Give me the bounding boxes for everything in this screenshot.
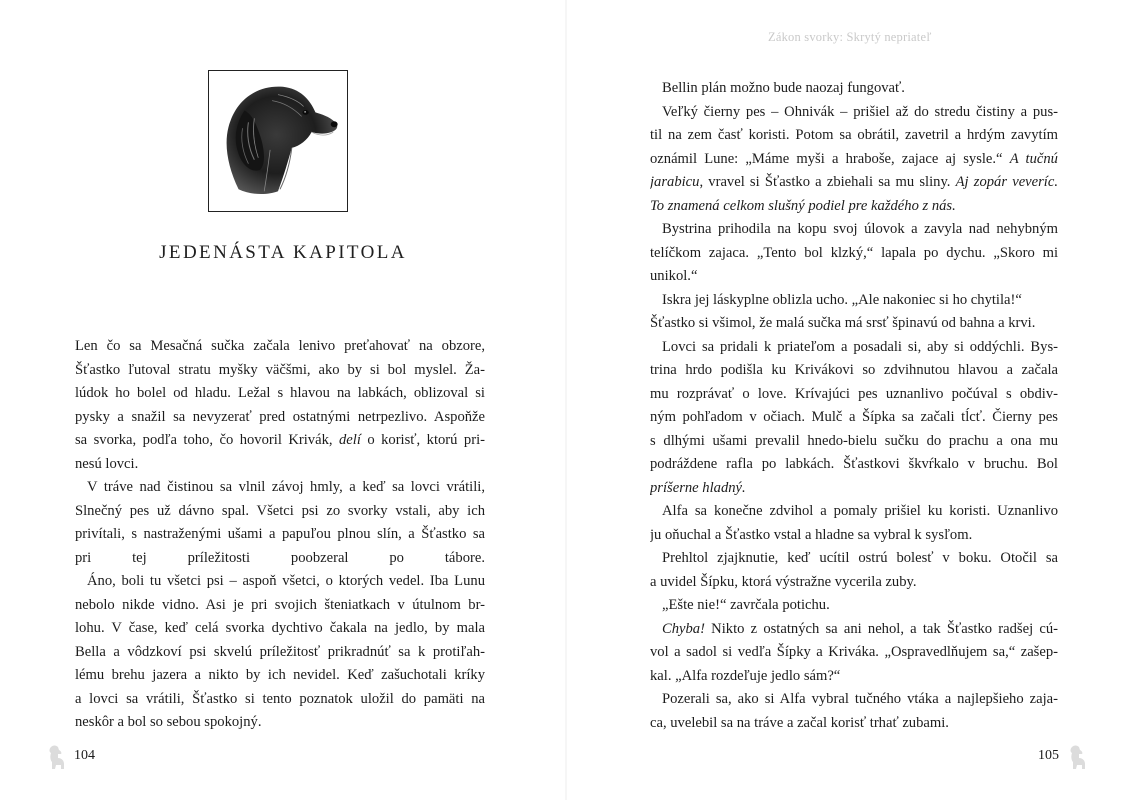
text-line	[75, 476, 485, 500]
text-line	[75, 359, 485, 383]
text-run: ca, uvelebil sa na tráve a začal korisť trhať zubami.	[650, 714, 949, 731]
text-line	[650, 547, 1058, 571]
page-number-left: 104	[74, 748, 95, 763]
text-line	[650, 359, 1058, 383]
text-run: Bella a vôdzkoví psi skvelú príležitosť prikradnúť sa k protiľah-	[75, 643, 485, 660]
italic-text: Aj zopár veveríc.	[955, 174, 1058, 190]
text-line	[75, 617, 485, 641]
text-line	[75, 523, 485, 547]
text-line	[650, 124, 1058, 148]
text-line	[650, 594, 1058, 618]
text-line	[650, 265, 1058, 289]
italic-text: Chyba!	[662, 620, 705, 637]
text-line	[75, 688, 485, 712]
text-line	[75, 500, 485, 524]
text-line	[650, 688, 1058, 712]
dog-silhouette-icon	[45, 744, 67, 770]
text-line	[650, 641, 1058, 665]
text-run: lohu. V čase, keď celá svorka dychtivo čakala na jedlo, by mala	[75, 620, 485, 636]
text-run: , vravel si Šťastko a zbiehali sa mu sliny.	[699, 174, 956, 190]
text-run: Lovci sa pridali k priateľom a posadali si, aby si oddýchli. Bys-	[662, 338, 1058, 355]
text-line	[75, 429, 485, 453]
text-run: ju oňuchal a Šťastko vstal a hladne sa vybral k sysľom.	[650, 526, 973, 543]
text-run: nebolo nikde vidno. Asi je pri svojich šteniatkach v útulnom br-	[75, 596, 485, 613]
text-line	[650, 336, 1058, 360]
text-run: Nikto z ostatných sa ani nehol, a tak Šťastko radšej cú-	[704, 620, 1058, 637]
text-line	[650, 524, 1058, 548]
text-run: telíčkom zajaca. „Tento bol klzký,“ lapala po dychu. „Skoro mi	[650, 244, 1058, 261]
text-line	[650, 406, 1058, 430]
text-run: Len čo sa Mesačná sučka začala lenivo preťahovať na obzore,	[75, 338, 485, 354]
text-line	[75, 664, 485, 688]
text-run: til na zem časť koristi. Potom sa obrátil, zavetril a hrdým zavytím	[650, 127, 1058, 143]
text-run: o korisť, ktorú pri-	[360, 432, 485, 448]
italic-text: To znamená celkom slušný podiel pre každého z nás.	[650, 197, 956, 214]
italic-text: jarabicu	[650, 174, 700, 190]
text-run: mu rozprávať o love. Krívajúci pes uznanlivo počúval s obdiv-	[650, 385, 1058, 402]
text-line	[650, 618, 1058, 642]
text-run: sa svorka, podľa toho, čo hovoril Krivák,	[75, 432, 339, 448]
text-line	[650, 571, 1058, 595]
text-line	[650, 500, 1058, 524]
text-run: nesú lovci.	[75, 455, 139, 472]
text-line	[650, 453, 1058, 477]
italic-text: delí	[338, 432, 361, 448]
text-run: „Ešte nie!“ zavrčala potichu.	[662, 597, 830, 613]
text-run: Veľký čierny pes – Ohnivák – prišiel až do stredu čistiny a pus-	[662, 103, 1058, 120]
text-line	[75, 570, 485, 594]
italic-text: príšerne hladný.	[650, 479, 746, 496]
text-run: oznámil Lune: „Máme myši a hraboše, zajace aj sysle.“	[650, 150, 1010, 167]
text-line	[650, 171, 1058, 195]
chapter-title: JEDENÁSTA KAPITOLA	[159, 242, 407, 263]
text-line	[75, 594, 485, 618]
text-run: pysky a snažil sa nevyzerať pred ostatnými netrpezlivo. Aspoňže	[75, 408, 485, 425]
text-run: a uvidel Šípku, ktorá výstražne vycerila zuby.	[650, 573, 917, 590]
text-run: kal. „Alfa rozdeľuje jedlo sám?“	[650, 667, 841, 684]
text-line	[650, 312, 1058, 336]
chapter-illustration	[208, 70, 348, 212]
text-line	[650, 383, 1058, 407]
text-run: Áno, boli tu všetci psi – aspoň všetci, o ktorých vedel. Iba Lunu	[87, 573, 485, 589]
text-run: podráždene rafla po labkách. Šťastkovi škvŕkalo v bruchu. Bol	[650, 456, 1058, 472]
text-run: lému brehu jazera a nikto by ich nevidel. Keď zašuchotali kríky	[75, 667, 485, 683]
text-run: Šťastko si všimol, že malá sučka má srsť špinavú od bahna a krvi.	[650, 315, 1036, 331]
text-run: trina hrdo podišla ku Krivákovi so zdvihnutou hlavou a začala	[650, 362, 1058, 378]
text-line	[650, 430, 1058, 454]
page-number-right: 105	[1038, 748, 1059, 763]
text-line	[650, 195, 1058, 219]
text-line	[75, 406, 485, 430]
text-line	[650, 665, 1058, 689]
text-run: Bellin plán možno bude naozaj fungovať.	[662, 80, 905, 96]
text-run: unikol.“	[650, 268, 698, 284]
text-line	[650, 77, 1058, 101]
running-head: Zákon svorky: Skrytý nepriateľ	[768, 30, 932, 44]
dog-silhouette-icon	[1066, 744, 1088, 770]
text-line	[650, 712, 1058, 736]
text-run: vol a sadol si vedľa Šípky a Kriváka. „Ospravedlňujem sa,“ zašep-	[650, 644, 1058, 660]
text-line	[75, 335, 485, 359]
text-run: Šťastko ľutoval stratu myšky väčšmi, ako by si bol myslel. Ža-	[75, 361, 485, 378]
book-gutter	[565, 0, 567, 800]
text-line	[650, 148, 1058, 172]
left-page-body-text	[75, 335, 485, 735]
text-line	[75, 547, 485, 571]
italic-text: A tučnú	[1009, 150, 1058, 167]
text-run: s dlhými ušami prevalil hnedo-bielu sučku do prachu a ona mu	[650, 432, 1058, 449]
text-run: Slnečný pes už dávno spal. Všetci psi zo svorky vstali, aby ich	[75, 502, 485, 519]
text-line	[75, 711, 485, 735]
text-run: lúdok ho bolel od hladu. Ležal s hlavou na labkách, oblizoval si	[75, 385, 485, 401]
text-line	[650, 218, 1058, 242]
dog-portrait-image	[209, 71, 347, 211]
text-line	[650, 289, 1058, 313]
text-line	[650, 242, 1058, 266]
text-run: privítali, s nastraženými ušami a papuľou plnou slín, a Šťastko sa	[75, 526, 485, 542]
text-line	[75, 453, 485, 477]
text-line	[650, 477, 1058, 501]
text-run: ným pohľadom v očiach. Mulč a Šípka sa začali tĺcť. Čierny pes	[650, 409, 1058, 425]
text-run: a lovci sa vrátili, Šťastko si tento poznatok uložil do pamäti na	[75, 690, 485, 707]
text-run: V tráve nad čistinou sa vlnil závoj hmly, a keď sa lovci vrátili,	[87, 479, 485, 495]
text-run: pri tej príležitosti poobzeral po tábore.	[75, 549, 485, 566]
text-run: Prehltol zjajknutie, keď ucítil ostrú bolesť v boku. Otočil sa	[662, 550, 1058, 566]
text-run: Alfa sa konečne zdvihol a pomaly prišiel ku koristi. Uznanlivo	[662, 503, 1058, 519]
text-line	[650, 101, 1058, 125]
text-line	[75, 641, 485, 665]
text-run: Iskra jej láskyplne oblizla ucho. „Ale nakoniec si ho chytila!“	[662, 291, 1022, 308]
text-run: neskôr a bol so sebou spokojný.	[75, 714, 262, 730]
text-run: Bystrina prihodila na kopu svoj úlovok a zavyla nad nehybným	[662, 221, 1058, 237]
text-run: Pozerali sa, ako si Alfa vybral tučného vtáka a najlepšieho zaja-	[662, 691, 1058, 707]
right-page-body-text	[650, 77, 1058, 735]
text-line	[75, 382, 485, 406]
